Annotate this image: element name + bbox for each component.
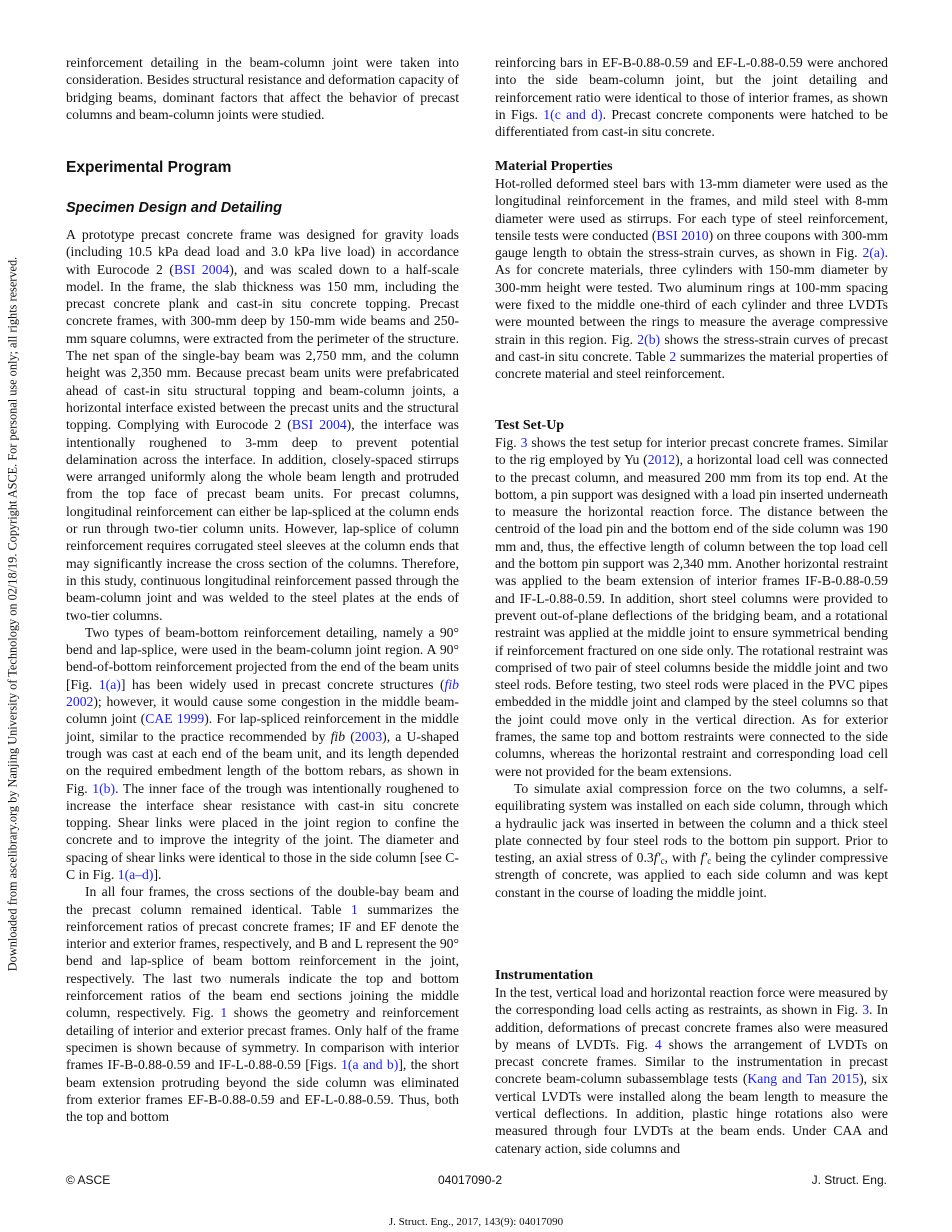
citation-link[interactable]: 2(b) [637, 331, 661, 347]
download-notice-sidebar [0, 0, 26, 1232]
material-properties-section [495, 158, 888, 383]
download-notice-text: Downloaded from ascelibrary.org by Nanjing University of Technology on 02/18/19. Copyright ASCE. For personal use only; all rights reserved. [5, 256, 20, 972]
citation-link[interactable]: 3 [862, 1002, 870, 1018]
paragraph [66, 883, 459, 1125]
text-run: . The inner face of the trough was intentionally roughened to increase the interface shear resistance with cast-in situ concrete topping. Shear links were placed in the joint region to confine the concrete and to improve the integrity of the joint. The diameter and spacing of shear links were identical to those in the side column [see C-C in Fig. [66, 780, 459, 882]
citation-link[interactable]: 1 [220, 1005, 228, 1021]
paragraph [495, 434, 888, 780]
paragraph [495, 984, 888, 1157]
citation-link[interactable]: 1(a) [98, 676, 121, 692]
citation-link[interactable]: BSI 2004 [173, 261, 230, 277]
text-run: A prototype precast concrete frame was designed for gravity loads (including 10.5 kPa dead load and 3.0 kPa live load) in accordance with Eurocode 2 ( [66, 227, 459, 277]
section-heading-block [66, 159, 459, 177]
subsection-heading-block [66, 200, 459, 216]
text-run: ), the interface was intentionally roughened to 3-mm deep to prevent potential delamination across the interface. In addition, closely-spaced stirrups were arranged uniformly along the whole beam length and protruded from the top face of precast beam units. For precast columns, longitudinal reinforcement can either be lap-spliced at the column ends or run through two-tier column units. However, lap-splice of column reinforcement requires corrugated steel sleeves at the column ends that may significantly increase the cross section of the columns. Therefore, in this study, continuous longitudinal reinforcement passed through the beam-column joint and was welded to the steel plates at the ends of two-tier columns. [66, 417, 460, 623]
text-run: Hot-rolled deformed steel bars with 13-mm diameter were used as the longitudinal reinforcement in the frames, and mild steel with 8-mm diameter were used as stirrups. For each type of steel reinforcement, tensile tests were conducted ( [495, 176, 888, 243]
text-run: . In addition, deformations of precast concrete frames also were measured by means of LVDTs. Fig. [495, 1002, 888, 1052]
citation-link[interactable]: 2 [669, 348, 677, 364]
citation-link[interactable]: 2012 [647, 452, 676, 468]
citation-link[interactable]: Kang and Tan 2015 [747, 1071, 860, 1087]
footer-copyright: © ASCE [66, 1173, 111, 1187]
section-title: Experimental Program [66, 159, 232, 176]
citation-link[interactable]: BSI 2004 [291, 417, 347, 433]
material-properties-title: Material Properties [495, 159, 613, 174]
text-run: being the cylinder compressive strength of concrete, was applied to each side column and was kept constant in the course of loading the middle joint. [495, 850, 888, 900]
text-run: c [707, 856, 712, 867]
text-run: shows the stress-strain curves of precast and cast-in situ concrete. Table [495, 331, 888, 364]
text-run: shows the test setup for interior precast concrete frames. Similar to the rig employed by Yu ( [495, 435, 888, 468]
citation-link[interactable]: fib [444, 676, 459, 692]
text-run: ]. [153, 866, 162, 882]
text-run: shows the geometry and reinforcement detailing of interior and exterior precast frames. Only half of the frame specimen is shown because of symmetry. In comparison with interior frames IF-B-0.88-0.59 and IF-L-0.88-0.59 [Figs. [66, 1005, 459, 1073]
paragraph [495, 175, 888, 383]
text-run: ], the short beam extension protruding beyond the side column was eliminated from exterior frames EF-B-0.88-0.59 and EF-L-0.88-0.59. Thus, both the top and bottom [66, 1057, 459, 1125]
text-run: f′ [700, 850, 708, 866]
text-run: . Precast concrete components were hatched to be differentiated from cast-in situ concrete. [495, 106, 888, 140]
citation-link[interactable]: 1(a and b) [341, 1057, 399, 1073]
text-run: fib [330, 728, 346, 744]
text-run: To simulate axial compression force on the two columns, a self-equilibrating system was installed on each side column, through which a hydraulic jack was inserted in between the column and a thick steel plate connected by four steel rods to the bottom pin support. Prior to testing, an axial stress of 0.3 [495, 780, 888, 866]
text-run: reinforcing bars in EF-B-0.88-0.59 and EF-L-0.88-0.59 were anchored into the side beam-column joint, but the joint detailing and reinforcement ratio were identical to those of interior frames, as shown in Figs. [495, 55, 888, 122]
text-run: . As for concrete materials, three cylinders with 150-mm diameter by 300-mm height were tested. Two aluminum rings at 100-mm spacing were fixed to the middle one-third of each cylinder and three LVDTs were mounted between the rings to measure the average compressive strain in this region. Fig. [495, 245, 888, 347]
text-run: c [660, 856, 665, 867]
text-run: shows the arrangement of LVDTs on precast concrete frames. Similar to the instrumentation in precast concrete beam-column subassemblage tests ( [495, 1036, 888, 1087]
right-intro-block [495, 54, 888, 140]
footer-page-id: 04017090-2 [438, 1173, 503, 1187]
text-run: ), a horizontal load cell was connected to the precast column, and measured 200 mm from its top end. At the bottom, a pin support was designed with a load pin inserted underneath to measure the horizontal reaction force. The distance between the centroid of the load pin and the bottom end of the side column was 190 mm and, thus, the effective length of column between the top load cell and the bottom pin support was 2,340 mm. Another horizontal restraint was applied to the beam extension of interior frames IF-B-0.88-0.59 and IF-L-0.88-0.59. In addition, short steel columns were provided to prevent out-of-plane deflections of the bridging beam, and a rotational restraint was applied at the middle joint to ensure symmetrical bending if reinforcement fractured on one side only. The rotational restraint was comprised of two pair of steel columns beside the middle joint and two steel rods. Before testing, two steel rods were placed in the PVC pipes embedded in the middle joint and clamped by the steel columns so that the joint could move only in the vertical direction. As for exterior frames, the same top and bottom restraints were connected to the side columns, whereas the horizontal restraint and corresponding load cell were not provided for the beam extensions. [495, 452, 889, 779]
instrumentation-section [495, 967, 888, 1157]
paragraph [66, 226, 459, 624]
citation-link[interactable]: 2003 [354, 728, 383, 744]
citation-link[interactable]: 3 [520, 435, 528, 450]
text-run: summarizes the material properties of concrete material and steel reinforcement. [495, 348, 888, 382]
instrumentation-title: Instrumentation [495, 968, 594, 983]
text-run: ). For lap-spliced reinforcement in the middle joint, similar to the practice recommended by [66, 711, 459, 744]
citation-link[interactable]: 1(a–d) [117, 866, 154, 882]
paragraph [495, 54, 888, 140]
text-run: Fig. [495, 435, 521, 450]
text-run: In all four frames, the cross sections of the double-bay beam and the precast column remained identical. Table [66, 884, 459, 917]
citation-line: J. Struct. Eng., 2017, 143(9): 04017090 [388, 1216, 564, 1228]
citation-link[interactable]: CAE 1999 [145, 711, 205, 727]
left-intro-block [66, 54, 459, 123]
text-run: summarizes the reinforcement ratios of precast concrete frames; IF and EF denote the interior and exterior frames, respectively, and B and L represent the 90° bend and lap-splice of beam bottom reinforcement in the joint, respectively. The last two numerals indicate the top and bottom reinforcement ratios of the beam end sections joining the middle column, respectively. Fig. [66, 901, 459, 1021]
citation-link[interactable]: 1(c and d) [543, 106, 603, 122]
text-run: ) on three coupons with 300-mm gauge length to obtain the stress-strain curves, as shown in Fig. [495, 227, 888, 261]
citation-link[interactable]: 2002 [66, 694, 94, 710]
citation-link[interactable]: 4 [654, 1036, 662, 1052]
text-run: f′ [653, 850, 661, 866]
citation-link[interactable]: 1(b) [92, 780, 116, 796]
citation-link[interactable]: BSI 2010 [656, 227, 709, 243]
test-setup-title: Test Set-Up [495, 418, 565, 433]
text-run: , with [664, 850, 701, 866]
paragraph [66, 624, 459, 883]
text-run: Two types of beam-bottom reinforcement detailing, namely a 90° bend and lap-splice, were used in the beam-column joint region. A 90° bend-of-bottom reinforcement projected from the end of the beam units [Fig. [66, 624, 459, 692]
specimen-design-body [66, 226, 459, 1125]
text-run: In the test, vertical load and horizontal reaction force were measured by the corresponding load cells acting as restraints, as shown in Fig. [495, 985, 888, 1018]
footer-journal: J. Struct. Eng. [811, 1173, 887, 1187]
text-run: ( [345, 728, 355, 744]
text-run: ), six vertical LVDTs were installed along the beam length to measure the vertical deflections. In addition, plastic hinge rotations also were measured through four LVDTs at the beam ends. Under CAA and catenary action, side columns and [495, 1071, 888, 1156]
text-run: reinforcement detailing in the beam-column joint were taken into consideration. Besides structural resistance and deformation capacity of bridging beams, dominant factors that affect the behavior of precast columns and beam-column joints were studied. [66, 55, 459, 122]
text-run: ); however, it would cause some congestion in the middle beam-column joint ( [66, 694, 459, 727]
citation-link[interactable]: 2(a) [862, 245, 885, 261]
subsection-title: Specimen Design and Detailing [66, 200, 282, 216]
paragraph [495, 780, 888, 901]
test-setup-section [495, 417, 888, 901]
text-run: ), and was scaled down to a half-scale model. In the frame, the slab thickness was 150 mm, including the precast concrete plank and cast-in situ concrete topping. Precast concrete frames, with 300-mm deep by 150-mm wide beams and 250-mm square columns, were extracted from the perimeter of the structure. The net span of the single-bay beam was 2,750 mm, and the column height was 2,350 mm. Because precast beam units were prefabricated ahead of cast-in situ structural topping and beam-column joints, a horizontal interface existed between the precast units and the structural topping. Complying with Eurocode 2 ( [66, 261, 459, 433]
citation-link[interactable]: 1 [351, 901, 358, 917]
text-run: ), a U-shaped trough was cast at each end of the beam unit, and its length depended on the required embedment length of the bottom rebars, as shown in Fig. [66, 728, 459, 796]
paragraph [66, 54, 459, 123]
text-run: ] has been widely used in precast concrete structures ( [120, 676, 445, 692]
